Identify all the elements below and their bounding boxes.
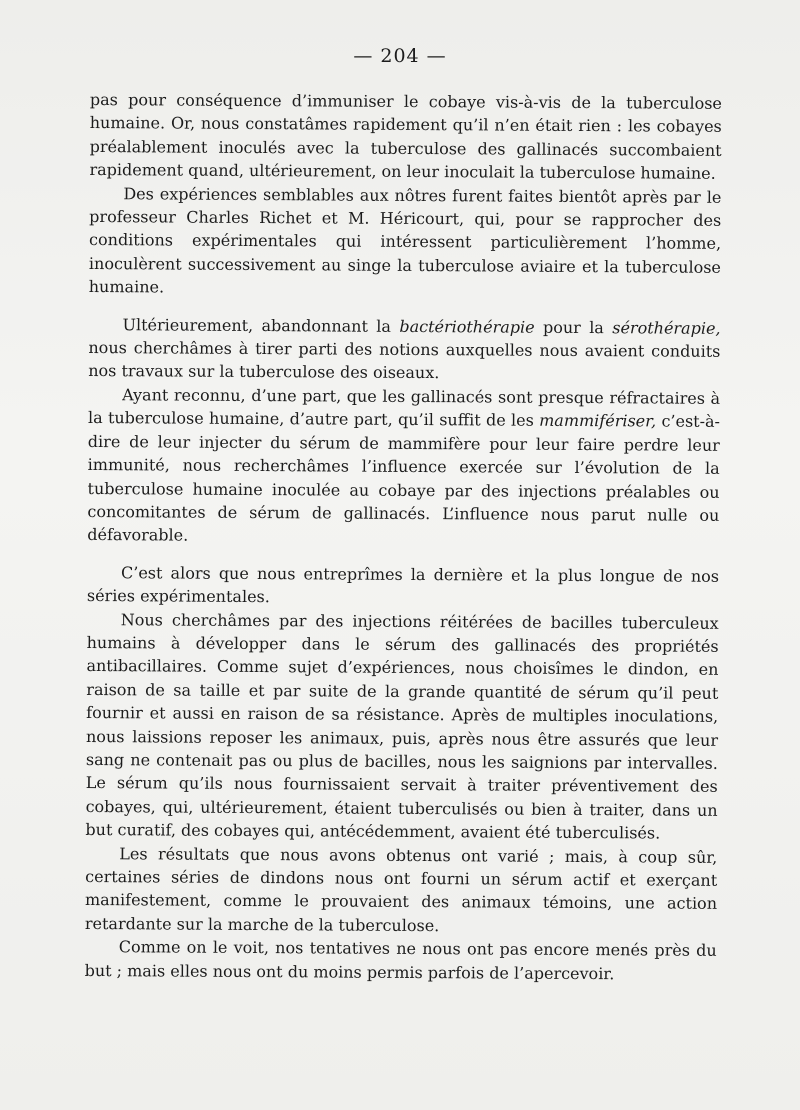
paragraph-5: C’est alors que nous entreprîmes la dernière et la plus longue de nos séries expérimentales. <box>86 562 720 607</box>
term-mammiferiser: mammifériser, <box>539 411 657 431</box>
paragraph-4 <box>87 383 720 551</box>
paragraph-2: Des expériences semblables aux nôtres furent faites bientôt après par le professeur Charles Richet et M. Héricourt, qui, pour se rapprocher des conditions expérimentales qui intéressent particulièrement l’homme, inoculèrent successivement au singe la tuberculose aviaire et la tuberculose humaine. <box>88 183 722 297</box>
paragraph-4-text: c’est-à-dire de leur injecter du sérum de mammifère pour leur faire perdre leur immunité, nous recherchâmes l’influence exercée sur l’évolution de la tuberculose humaine inoculée au cobaye par des injections préalables ou concomitantes de sérum de gallinacés. L’influence nous parut nulle ou défavorable. <box>87 411 721 545</box>
paragraph-6: Nous cherchâmes par des injections réitérées de bacilles tuberculeux humains à développer dans le sérum des gallinacés des propriétés antibacillaires. Comme sujet d’expériences, nous choisîmes le dindon, en raison de sa taille et par suite de la grande quantité de sérum qu’il peut fournir et aussi en raison de sa résistance. Après de multiples inoculations, nous laissions reposer les animaux, puis, après nous être assurés que leur sang ne contenait pas ou plus de bacilles, nous les saignions par intervalles. Le sérum qu’ils nous fournissaient servait à traiter préventivement des cobayes, qui, ultérieurement, étaient tuberculisés ou bien à traiter, dans un but curatif, des cobayes qui, antécédemment, avaient été tuberculisés. <box>85 609 719 843</box>
paragraph-3 <box>88 313 720 387</box>
term-bacteriotherapie: bactériothérapie <box>399 316 535 337</box>
paragraph-4-text: Ayant reconnu, d’une part, que les gallinacés sont presque réfractaires à la tuberculose humaine, d’autre part, qu’il suffit de les <box>87 385 721 431</box>
paragraph-7: Les résultats que nous avons obtenus ont varié ; mais, à coup sûr, certaines séries de dindons nous ont fourni un sérum actif et exerçant manifestement, comme le prouvaient des animaux témoins, une action retardante sur la marche de la tuberculose. <box>84 843 718 935</box>
body-text <box>85 88 722 986</box>
paragraph-3-text: nous cherchâmes à tirer parti des notions auxquelles nous avaient conduits nos travaux sur la tuberculose des oiseaux. <box>88 338 721 383</box>
paragraph-3-text: pour la <box>534 317 613 337</box>
paragraph-3-text: Ultérieurement, abandonnant la <box>122 314 400 336</box>
page-number: — 204 — <box>353 45 447 67</box>
term-serotherapie: sérothérapie, <box>612 317 721 338</box>
paragraph-1: pas pour conséquence d’immuniser le cobaye vis-à-vis de la tuberculose humaine. Or, nous constatâmes rapidement qu’il n’en était rien : les cobayes préalablement inoculés avec la tuberculose des gallinacés succombaient rapidement quand, ultérieurement, on leur inoculait la tuberculose humaine. <box>89 89 722 184</box>
paragraph-8: Comme on le voit, nos tentatives ne nous ont pas encore menés près du but ; mais elles nous ont du moins permis parfois de l’apercevoir. <box>84 937 717 983</box>
